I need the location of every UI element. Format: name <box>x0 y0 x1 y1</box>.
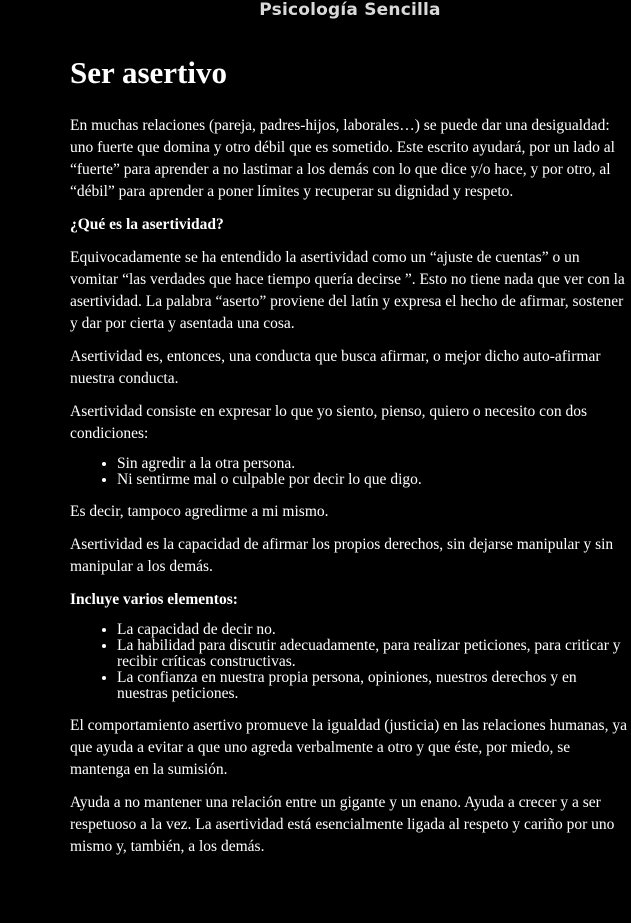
paragraph-definition: Asertividad es, entonces, una conducta que busca afirmar, o mejor dicho auto-afirmar nuestra conducta. <box>70 348 601 387</box>
paragraph-misunderstanding: Equivocadamente se ha entendido la asertividad como un “ajuste de cuentas” o un vomitar “las verdades que hace tiempo quería decirse ”. Esto no tiene nada que ver con la asertividad. La palabra “aserto” proviene del latín y expresa el hecho de afirmar, sostener y dar por cierta y asentada una cosa. <box>70 249 625 332</box>
article <box>70 54 631 869</box>
list-item: • La habilidad para discutir adecuadamente, para realizar peticiones, para criticar y recibir críticas constructivas. <box>117 638 631 670</box>
list-item: • La capacidad de decir no. <box>117 622 631 638</box>
paragraph-growth: Ayuda a no mantener una relación entre un gigante y un enano. Ayuda a crecer y a ser respetuoso a la vez. La asertividad está esencialmente ligada al respeto y cariño por uno mismo y, también, a los demás. <box>70 794 615 855</box>
section-heading-what-is: ¿Qué es la asertividad? <box>70 216 224 233</box>
site-title: Psicología Sencilla <box>259 0 441 20</box>
paragraph-equality: El comportamiento asertivo promueve la igualdad (justicia) en las relaciones humanas, ya que ayuda a evitar a que uno agreda verbalmente a otro y que éste, por miedo, se mantenga en la sumisión. <box>70 717 627 778</box>
elements-list <box>70 622 631 702</box>
list-item: • Sin agredir a la otra persona. <box>117 456 631 472</box>
list-item: • Ni sentirme mal o culpable por decir lo que digo. <box>117 472 631 488</box>
paragraph-no-self-aggression: Es decir, tampoco agredirme a mi mismo. <box>70 503 329 520</box>
paragraph-rights: Asertividad es la capacidad de afirmar los propios derechos, sin dejarse manipular y sin manipular a los demás. <box>70 536 614 575</box>
intro-paragraph: En muchas relaciones (pareja, padres-hijos, laborales…) se puede dar una desigualdad: uno fuerte que domina y otro débil que es sometido. Este escrito ayudará, por un lado al “fuerte” para aprender a no lastimar a los demás con lo que dice y/o hace, y por otro, al “débil” para aprender a poner límites y recuperar su dignidad y respeto. <box>70 117 615 200</box>
list-item: • La confianza en nuestra propia persona, opiniones, nuestros derechos y en nuestras peticiones. <box>117 670 631 702</box>
article-title: Ser asertivo <box>70 55 227 90</box>
paragraph-conditions-intro: Asertividad consiste en expresar lo que yo siento, pienso, quiero o necesito con dos condiciones: <box>70 403 587 442</box>
conditions-list <box>70 456 631 488</box>
section-heading-elements: Incluye varios elementos: <box>70 591 238 608</box>
